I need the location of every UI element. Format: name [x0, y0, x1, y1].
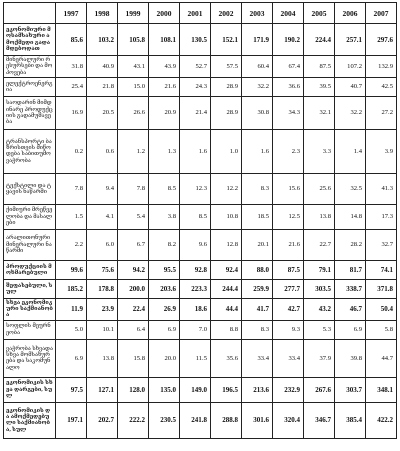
- table-row: [4, 377, 397, 402]
- value-cell: 9.3: [273, 320, 304, 339]
- value-cell: 34.3: [273, 96, 304, 129]
- value-cell: 18.6: [180, 298, 211, 320]
- statistics-table-container: [3, 2, 397, 439]
- value-cell: 267.6: [304, 377, 335, 402]
- value-cell: 8.3: [242, 320, 273, 339]
- value-cell: 20.1: [242, 229, 273, 260]
- value-cell: 6.4: [118, 320, 149, 339]
- row-label: საოდარინ მიმდინარე პროდუქციის გადამუშავება: [4, 96, 56, 129]
- value-cell: 88.0: [242, 260, 273, 279]
- value-cell: 92.8: [180, 260, 211, 279]
- value-cell: 128.0: [118, 377, 149, 402]
- value-cell: 87.5: [304, 56, 335, 78]
- value-cell: 422.2: [366, 402, 397, 438]
- row-label: ეკონომიკის და ამოქმედებული საქმიანობა, სულ: [4, 402, 56, 438]
- value-cell: 31.8: [56, 56, 87, 78]
- value-cell: 39.8: [335, 339, 366, 377]
- value-cell: 5.8: [366, 320, 397, 339]
- corner-cell: [4, 3, 56, 24]
- value-cell: 97.5: [56, 377, 87, 402]
- value-cell: 12.2: [211, 173, 242, 204]
- value-cell: 149.0: [180, 377, 211, 402]
- value-cell: 50.4: [366, 298, 397, 320]
- value-cell: 6.9: [56, 339, 87, 377]
- value-cell: 25.6: [304, 173, 335, 204]
- value-cell: 44.4: [211, 298, 242, 320]
- value-cell: 8.2: [149, 229, 180, 260]
- value-cell: 107.2: [335, 56, 366, 78]
- value-cell: 27.2: [366, 96, 397, 129]
- year-header: 2005: [304, 3, 335, 24]
- value-cell: 22.4: [118, 298, 149, 320]
- value-cell: 99.6: [56, 260, 87, 279]
- value-cell: 44.7: [366, 339, 397, 377]
- value-cell: 7.8: [56, 173, 87, 204]
- value-cell: 15.0: [118, 77, 149, 96]
- value-cell: 1.6: [242, 129, 273, 173]
- value-cell: 57.5: [211, 56, 242, 78]
- value-cell: 15.6: [273, 173, 304, 204]
- year-header: 2003: [242, 3, 273, 24]
- value-cell: 67.4: [273, 56, 304, 78]
- row-label: პროდუქციის მოხმარებული: [4, 260, 56, 279]
- value-cell: 105.8: [118, 24, 149, 56]
- value-cell: 32.5: [335, 173, 366, 204]
- value-cell: 185.2: [56, 279, 87, 298]
- value-cell: 127.1: [87, 377, 118, 402]
- value-cell: 28.9: [211, 77, 242, 96]
- value-cell: 16.9: [56, 96, 87, 129]
- value-cell: 2.2: [56, 229, 87, 260]
- value-cell: 371.8: [366, 279, 397, 298]
- value-cell: 3.9: [366, 129, 397, 173]
- value-cell: 94.2: [118, 260, 149, 279]
- value-cell: 39.5: [304, 77, 335, 96]
- value-cell: 152.1: [211, 24, 242, 56]
- value-cell: 1.2: [118, 129, 149, 173]
- table-row: [4, 320, 397, 339]
- value-cell: 1.6: [180, 129, 211, 173]
- value-cell: 13.8: [87, 339, 118, 377]
- row-label: ეკონომიკის სხვა დარგები, სულ: [4, 377, 56, 402]
- row-label: ტრანსპორტი ბაზრისთვის მიწოდება საბითუმო ვაჭრობა: [4, 129, 56, 173]
- table-row: [4, 56, 397, 78]
- value-cell: 103.2: [87, 24, 118, 56]
- value-cell: 12.3: [180, 173, 211, 204]
- value-cell: 277.7: [273, 279, 304, 298]
- value-cell: 303.5: [304, 279, 335, 298]
- value-cell: 1.5: [56, 204, 87, 229]
- value-cell: 14.8: [335, 204, 366, 229]
- value-cell: 43.9: [149, 56, 180, 78]
- value-cell: 1.0: [211, 129, 242, 173]
- year-header: 2006: [335, 3, 366, 24]
- value-cell: 171.9: [242, 24, 273, 56]
- value-cell: 21.6: [149, 77, 180, 96]
- row-label: არალითონური მინერალური ნაწარმი: [4, 229, 56, 260]
- table-row: [4, 402, 397, 438]
- value-cell: 13.8: [304, 204, 335, 229]
- value-cell: 21.6: [273, 229, 304, 260]
- year-header: 2004: [273, 3, 304, 24]
- value-cell: 26.6: [118, 96, 149, 129]
- value-cell: 2.3: [273, 129, 304, 173]
- table-row: [4, 204, 397, 229]
- value-cell: 9.6: [180, 229, 211, 260]
- value-cell: 6.0: [87, 229, 118, 260]
- value-cell: 135.0: [149, 377, 180, 402]
- value-cell: 12.5: [273, 204, 304, 229]
- table-row: [4, 229, 397, 260]
- value-cell: 33.4: [273, 339, 304, 377]
- value-cell: 4.1: [87, 204, 118, 229]
- value-cell: 202.7: [87, 402, 118, 438]
- value-cell: 46.7: [335, 298, 366, 320]
- value-cell: 3.3: [304, 129, 335, 173]
- value-cell: 8.3: [242, 173, 273, 204]
- table-row: [4, 24, 397, 56]
- table-row: [4, 298, 397, 320]
- value-cell: 21.4: [180, 96, 211, 129]
- value-cell: 301.6: [242, 402, 273, 438]
- value-cell: 178.8: [87, 279, 118, 298]
- value-cell: 259.9: [242, 279, 273, 298]
- value-cell: 41.3: [366, 173, 397, 204]
- year-header: 2002: [211, 3, 242, 24]
- value-cell: 41.7: [242, 298, 273, 320]
- value-cell: 32.1: [304, 96, 335, 129]
- value-cell: 12.8: [211, 229, 242, 260]
- value-cell: 43.1: [118, 56, 149, 78]
- value-cell: 320.4: [273, 402, 304, 438]
- value-cell: 213.6: [242, 377, 273, 402]
- value-cell: 42.5: [366, 77, 397, 96]
- value-cell: 130.5: [180, 24, 211, 56]
- row-label: ტექსტილი და ტყავის ნაწარმი: [4, 173, 56, 204]
- value-cell: 42.7: [273, 298, 304, 320]
- value-cell: 197.1: [56, 402, 87, 438]
- value-cell: 52.7: [180, 56, 211, 78]
- value-cell: 244.4: [211, 279, 242, 298]
- value-cell: 40.9: [87, 56, 118, 78]
- value-cell: 132.9: [366, 56, 397, 78]
- value-cell: 8.8: [211, 320, 242, 339]
- value-cell: 24.3: [180, 77, 211, 96]
- value-cell: 30.8: [242, 96, 273, 129]
- value-cell: 1.3: [149, 129, 180, 173]
- value-cell: 0.2: [56, 129, 87, 173]
- year-header: 2007: [366, 3, 397, 24]
- value-cell: 203.6: [149, 279, 180, 298]
- table-body: [4, 24, 397, 439]
- value-cell: 5.0: [56, 320, 87, 339]
- value-cell: 87.5: [273, 260, 304, 279]
- value-cell: 241.8: [180, 402, 211, 438]
- value-cell: 224.4: [304, 24, 335, 56]
- value-cell: 25.4: [56, 77, 87, 96]
- value-cell: 60.4: [242, 56, 273, 78]
- value-cell: 8.5: [149, 173, 180, 204]
- value-cell: 20.5: [87, 96, 118, 129]
- value-cell: 0.6: [87, 129, 118, 173]
- value-cell: 20.0: [149, 339, 180, 377]
- value-cell: 257.1: [335, 24, 366, 56]
- header-row: [4, 3, 397, 24]
- value-cell: 32.7: [366, 229, 397, 260]
- value-cell: 190.2: [273, 24, 304, 56]
- value-cell: 6.9: [149, 320, 180, 339]
- value-cell: 7.8: [118, 173, 149, 204]
- value-cell: 17.3: [366, 204, 397, 229]
- year-header: 1997: [56, 3, 87, 24]
- value-cell: 33.4: [242, 339, 273, 377]
- value-cell: 40.7: [335, 77, 366, 96]
- row-label: სხვა ეკონომიკური საქმიანობა: [4, 298, 56, 320]
- value-cell: 28.9: [211, 96, 242, 129]
- value-cell: 385.4: [335, 402, 366, 438]
- table-row: [4, 339, 397, 377]
- year-header: 1998: [87, 3, 118, 24]
- value-cell: 6.9: [335, 320, 366, 339]
- value-cell: 43.2: [304, 298, 335, 320]
- value-cell: 85.6: [56, 24, 87, 56]
- value-cell: 22.7: [304, 229, 335, 260]
- value-cell: 10.1: [87, 320, 118, 339]
- value-cell: 7.0: [180, 320, 211, 339]
- value-cell: 18.5: [242, 204, 273, 229]
- value-cell: 338.7: [335, 279, 366, 298]
- value-cell: 79.1: [304, 260, 335, 279]
- value-cell: 11.9: [56, 298, 87, 320]
- value-cell: 232.9: [273, 377, 304, 402]
- value-cell: 9.4: [87, 173, 118, 204]
- value-cell: 1.4: [335, 129, 366, 173]
- year-header: 2000: [149, 3, 180, 24]
- row-label: სოფლის მეურნეობა: [4, 320, 56, 339]
- value-cell: 346.7: [304, 402, 335, 438]
- table-row: [4, 279, 397, 298]
- value-cell: 303.7: [335, 377, 366, 402]
- value-cell: 95.5: [149, 260, 180, 279]
- value-cell: 6.7: [118, 229, 149, 260]
- value-cell: 196.5: [211, 377, 242, 402]
- value-cell: 230.5: [149, 402, 180, 438]
- table-row: [4, 173, 397, 204]
- value-cell: 26.9: [149, 298, 180, 320]
- value-cell: 36.6: [273, 77, 304, 96]
- value-cell: 35.6: [211, 339, 242, 377]
- value-cell: 3.8: [149, 204, 180, 229]
- value-cell: 32.2: [242, 77, 273, 96]
- statistics-table: [3, 2, 397, 439]
- value-cell: 5.3: [304, 320, 335, 339]
- value-cell: 28.2: [335, 229, 366, 260]
- year-header: 2001: [180, 3, 211, 24]
- value-cell: 32.2: [335, 96, 366, 129]
- value-cell: 297.6: [366, 24, 397, 56]
- table-row: [4, 260, 397, 279]
- value-cell: 108.1: [149, 24, 180, 56]
- table-row: [4, 77, 397, 96]
- value-cell: 5.4: [118, 204, 149, 229]
- value-cell: 20.9: [149, 96, 180, 129]
- value-cell: 81.7: [335, 260, 366, 279]
- value-cell: 288.8: [211, 402, 242, 438]
- row-label: ქიმიური მრეწველობა და მასალები: [4, 204, 56, 229]
- value-cell: 21.8: [87, 77, 118, 96]
- table-row: [4, 96, 397, 129]
- row-label: ეკონომიური მოსამსახური ამოქმედი გადამდებოდათ: [4, 24, 56, 56]
- value-cell: 92.4: [211, 260, 242, 279]
- value-cell: 75.6: [87, 260, 118, 279]
- row-label: მინერალური რესურსები და მოპოვება: [4, 56, 56, 78]
- row-label: შეფასებული, სულ: [4, 279, 56, 298]
- value-cell: 200.0: [118, 279, 149, 298]
- value-cell: 74.1: [366, 260, 397, 279]
- row-label: ელექტროენერგია: [4, 77, 56, 96]
- value-cell: 348.1: [366, 377, 397, 402]
- value-cell: 10.8: [211, 204, 242, 229]
- value-cell: 222.2: [118, 402, 149, 438]
- table-row: [4, 129, 397, 173]
- value-cell: 15.8: [118, 339, 149, 377]
- row-label: ვაჭრობა სხვადასხვა მომსახურება და საკომუნალო: [4, 339, 56, 377]
- value-cell: 8.5: [180, 204, 211, 229]
- value-cell: 223.3: [180, 279, 211, 298]
- year-header: 1999: [118, 3, 149, 24]
- value-cell: 23.9: [87, 298, 118, 320]
- value-cell: 37.9: [304, 339, 335, 377]
- value-cell: 11.5: [180, 339, 211, 377]
